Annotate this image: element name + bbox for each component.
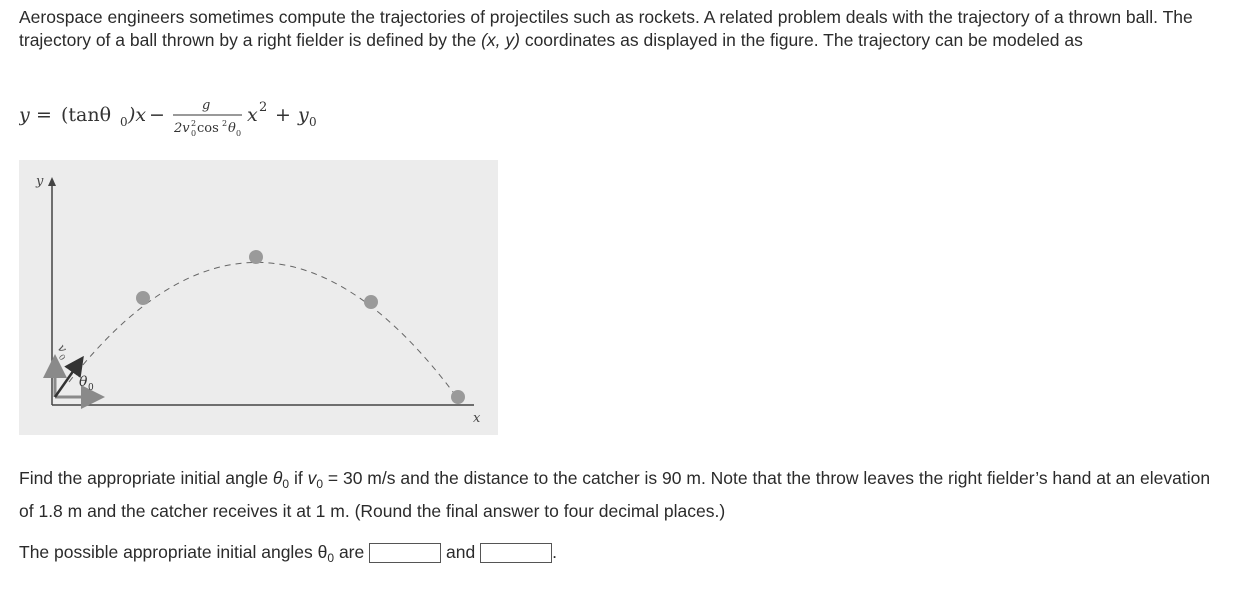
ball-2	[249, 250, 263, 264]
question-text-1: Find the appropriate initial angle	[19, 468, 273, 488]
ball-3	[364, 295, 378, 309]
ball-1	[136, 291, 150, 305]
eq-den-theta: θ	[228, 121, 236, 136]
eq-equals: =	[36, 104, 52, 126]
answer-input-2[interactable]	[480, 543, 552, 563]
question-v-sub: 0	[316, 477, 324, 491]
angle-label-sub: 0	[88, 383, 94, 393]
eq-tan-sub: 0	[120, 115, 128, 129]
eq-numerator: g	[202, 98, 211, 113]
eq-x-sup: 2	[259, 100, 268, 115]
eq-den-sup: 2	[191, 119, 197, 128]
answer-theta-sub: 0	[327, 551, 335, 565]
trajectory-equation	[19, 92, 419, 142]
answer-line	[19, 540, 557, 570]
answer-theta: θ	[317, 542, 328, 562]
eq-y0: y	[298, 104, 309, 126]
intro-text-after: coordinates as displayed in the figure. The trajectory can be modeled as	[519, 30, 1083, 50]
question-theta: θ	[272, 468, 283, 488]
eq-den-cos: cos	[197, 121, 219, 136]
intro-coords: (x, y)	[481, 30, 520, 50]
eq-y0-sub: 0	[309, 115, 317, 129]
eq-minus: −	[149, 104, 165, 126]
intro-text-before: Aerospace engineers sometimes compute the trajectories of projectiles such as rockets. A related problem deals with the trajectory of a thrown ball. The trajectory of a ball thrown by a right fielder is defined by the	[19, 7, 1193, 50]
question-text-3: = 30 m/s and the distance to the catcher is 90 m. Note that the throw leaves the right fielder’s hand at an elevation of 1.8 m and the catcher receives it at 1 m. (Round the final answer to four decimal places.)	[19, 468, 1211, 521]
answer-and: and	[445, 542, 476, 562]
question-theta-sub: 0	[282, 477, 290, 491]
ball-4	[451, 390, 465, 404]
velocity-vector-arrow	[55, 360, 81, 397]
eq-den-prefix: 2v	[174, 121, 190, 136]
trajectory-path	[69, 262, 456, 396]
trajectory-svg	[19, 160, 498, 435]
answer-are: are	[334, 542, 365, 562]
answer-input-1[interactable]	[369, 543, 441, 563]
eq-den-sub: 0	[191, 129, 197, 138]
eq-den-cos-sup: 2	[222, 119, 228, 128]
question-text-2: if	[289, 468, 308, 488]
angle-label: θ	[79, 374, 88, 390]
trajectory-figure	[19, 160, 498, 435]
equation-svg	[19, 92, 419, 142]
eq-plus: +	[275, 104, 291, 126]
eq-den-theta-sub: 0	[236, 129, 242, 138]
question-v: v	[307, 468, 317, 488]
eq-lhs: y	[19, 104, 30, 126]
answer-prefix: The possible appropriate initial angles	[19, 542, 318, 562]
y-axis-label: y	[36, 174, 44, 189]
problem-intro	[19, 6, 1219, 52]
eq-tan-close: )x	[128, 104, 147, 126]
y-axis-arrowhead	[48, 177, 56, 186]
x-axis-label: x	[473, 411, 481, 426]
velocity-label-sub: 0	[56, 352, 68, 363]
eq-x-term: x	[247, 104, 258, 126]
answer-period: .	[552, 542, 557, 562]
velocity-label: v	[54, 341, 70, 356]
eq-tan-term: (tanθ	[61, 104, 112, 126]
question-text	[19, 465, 1219, 525]
